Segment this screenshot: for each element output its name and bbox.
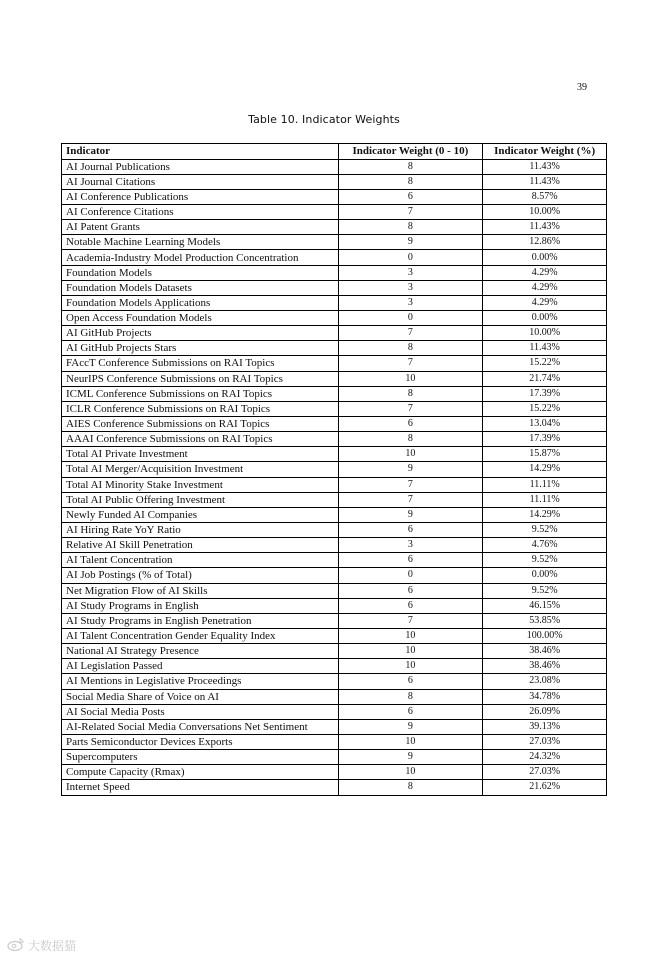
indicator-weight-cell: 10 [338,765,483,780]
table-row [62,553,607,568]
indicator-weight-cell: 6 [338,416,483,431]
indicator-percent-cell: 21.74% [483,371,607,386]
indicator-weight-cell: 7 [338,477,483,492]
indicator-name-cell: NeurIPS Conference Submissions on RAI Topics [62,371,339,386]
indicator-percent-cell: 38.46% [483,659,607,674]
indicator-percent-cell: 11.43% [483,341,607,356]
indicator-weight-cell: 7 [338,401,483,416]
table-row [62,689,607,704]
indicator-weight-cell: 0 [338,568,483,583]
indicator-percent-cell: 9.52% [483,522,607,537]
table-row [62,522,607,537]
table-row [62,492,607,507]
indicator-weight-cell: 7 [338,326,483,341]
indicator-percent-cell: 38.46% [483,644,607,659]
indicator-weight-cell: 10 [338,644,483,659]
indicator-percent-cell: 10.00% [483,205,607,220]
indicator-name-cell: Total AI Private Investment [62,447,339,462]
indicator-weight-cell: 10 [338,447,483,462]
indicator-percent-cell: 9.52% [483,583,607,598]
indicator-name-cell: Newly Funded AI Companies [62,507,339,522]
header-indicator: Indicator [62,144,339,160]
table-row [62,719,607,734]
indicator-name-cell: AI-Related Social Media Conversations Net Sentiment [62,719,339,734]
table-row [62,583,607,598]
indicator-name-cell: AI Study Programs in English Penetration [62,613,339,628]
indicator-name-cell: Net Migration Flow of AI Skills [62,583,339,598]
indicator-percent-cell: 0.00% [483,568,607,583]
indicator-name-cell: AI Talent Concentration [62,553,339,568]
indicator-percent-cell: 4.76% [483,538,607,553]
indicator-weight-cell: 7 [338,205,483,220]
indicator-name-cell: Open Access Foundation Models [62,311,339,326]
indicator-name-cell: AI Journal Citations [62,174,339,189]
indicator-name-cell: Compute Capacity (Rmax) [62,765,339,780]
indicator-name-cell: AI Hiring Rate YoY Ratio [62,522,339,537]
indicator-weight-cell: 6 [338,674,483,689]
table-row [62,174,607,189]
indicator-weight-cell: 6 [338,704,483,719]
table-row [62,159,607,174]
indicator-weight-cell: 8 [338,159,483,174]
indicator-weight-cell: 10 [338,734,483,749]
table-row [62,401,607,416]
indicator-weight-cell: 3 [338,538,483,553]
table-row [62,386,607,401]
indicator-percent-cell: 15.87% [483,447,607,462]
indicator-weight-cell: 0 [338,250,483,265]
table-row [62,644,607,659]
header-weight-0-10: Indicator Weight (0 - 10) [338,144,483,160]
indicator-percent-cell: 14.29% [483,462,607,477]
indicator-weight-cell: 6 [338,598,483,613]
indicator-name-cell: AI GitHub Projects Stars [62,341,339,356]
indicator-name-cell: Total AI Merger/Acquisition Investment [62,462,339,477]
indicator-weight-cell: 9 [338,750,483,765]
indicator-weight-cell: 7 [338,613,483,628]
indicator-weights-table [61,143,607,796]
table-row [62,295,607,310]
table-row [62,280,607,295]
table-row [62,189,607,204]
indicator-percent-cell: 53.85% [483,613,607,628]
indicator-weight-cell: 6 [338,522,483,537]
indicator-name-cell: ICLR Conference Submissions on RAI Topics [62,401,339,416]
indicator-name-cell: Parts Semiconductor Devices Exports [62,734,339,749]
indicator-weight-cell: 3 [338,280,483,295]
indicator-percent-cell: 14.29% [483,507,607,522]
table-row [62,674,607,689]
indicator-name-cell: AI Job Postings (% of Total) [62,568,339,583]
indicator-weight-cell: 10 [338,659,483,674]
table-row [62,765,607,780]
indicator-percent-cell: 23.08% [483,674,607,689]
watermark [7,937,76,954]
header-weight-percent: Indicator Weight (%) [483,144,607,160]
indicator-weight-cell: 8 [338,432,483,447]
table-row [62,205,607,220]
indicator-percent-cell: 15.22% [483,356,607,371]
indicator-name-cell: Foundation Models [62,265,339,280]
table-row [62,704,607,719]
table-row [62,265,607,280]
indicator-percent-cell: 9.52% [483,553,607,568]
indicator-percent-cell: 8.57% [483,189,607,204]
indicator-name-cell: AI Social Media Posts [62,704,339,719]
indicator-percent-cell: 17.39% [483,386,607,401]
table-row [62,568,607,583]
indicator-percent-cell: 11.11% [483,477,607,492]
indicator-percent-cell: 27.03% [483,734,607,749]
indicator-weight-cell: 8 [338,689,483,704]
table-row [62,507,607,522]
indicator-weight-cell: 7 [338,492,483,507]
indicator-percent-cell: 46.15% [483,598,607,613]
indicator-name-cell: Notable Machine Learning Models [62,235,339,250]
indicator-weight-cell: 8 [338,780,483,795]
table-row [62,371,607,386]
indicator-percent-cell: 27.03% [483,765,607,780]
indicator-name-cell: AI GitHub Projects [62,326,339,341]
indicator-percent-cell: 13.04% [483,416,607,431]
indicator-weight-cell: 8 [338,174,483,189]
table-row [62,432,607,447]
indicator-weight-cell: 0 [338,311,483,326]
indicator-percent-cell: 34.78% [483,689,607,704]
indicator-percent-cell: 12.86% [483,235,607,250]
table-caption: Table 10. Indicator Weights [248,113,400,126]
indicator-name-cell: AI Conference Publications [62,189,339,204]
indicator-percent-cell: 39.13% [483,719,607,734]
indicator-name-cell: Internet Speed [62,780,339,795]
indicator-weight-cell: 8 [338,386,483,401]
indicator-name-cell: AI Patent Grants [62,220,339,235]
watermark-text: 大数据猫 [28,939,77,953]
indicator-percent-cell: 0.00% [483,250,607,265]
table-row [62,326,607,341]
indicator-weight-cell: 10 [338,371,483,386]
indicator-weight-cell: 9 [338,507,483,522]
weibo-logo-icon [7,937,25,954]
indicator-name-cell: AI Conference Citations [62,205,339,220]
table-row [62,780,607,795]
table-row [62,750,607,765]
table-row [62,477,607,492]
table-row [62,311,607,326]
indicator-weight-cell: 7 [338,356,483,371]
table-header-row [62,144,607,160]
indicator-name-cell: Total AI Public Offering Investment [62,492,339,507]
indicator-name-cell: AI Legislation Passed [62,659,339,674]
indicator-weight-cell: 8 [338,341,483,356]
indicator-name-cell: AI Study Programs in English [62,598,339,613]
indicator-name-cell: Total AI Minority Stake Investment [62,477,339,492]
indicator-weight-cell: 9 [338,462,483,477]
table-row [62,341,607,356]
table-row [62,356,607,371]
table-row [62,613,607,628]
indicator-percent-cell: 0.00% [483,311,607,326]
indicator-name-cell: AI Talent Concentration Gender Equality Index [62,628,339,643]
indicator-weight-cell: 9 [338,235,483,250]
indicator-name-cell: Relative AI Skill Penetration [62,538,339,553]
indicator-name-cell: AI Journal Publications [62,159,339,174]
indicator-percent-cell: 11.43% [483,159,607,174]
indicator-percent-cell: 10.00% [483,326,607,341]
table-row [62,447,607,462]
table-row [62,538,607,553]
indicator-weight-cell: 6 [338,553,483,568]
table-row [62,462,607,477]
table-row [62,598,607,613]
indicator-percent-cell: 21.62% [483,780,607,795]
indicator-name-cell: FAccT Conference Submissions on RAI Topics [62,356,339,371]
indicator-percent-cell: 11.43% [483,220,607,235]
indicator-weight-cell: 6 [338,189,483,204]
indicator-name-cell: Academia-Industry Model Production Concentration [62,250,339,265]
indicator-weight-cell: 8 [338,220,483,235]
table-row [62,220,607,235]
table-row [62,416,607,431]
indicator-percent-cell: 11.11% [483,492,607,507]
page-number: 39 [577,82,587,93]
indicator-name-cell: AIES Conference Submissions on RAI Topics [62,416,339,431]
table-row [62,628,607,643]
table-row [62,250,607,265]
table-row [62,734,607,749]
indicator-name-cell: AI Mentions in Legislative Proceedings [62,674,339,689]
table-row [62,235,607,250]
indicator-weight-cell: 10 [338,628,483,643]
indicator-name-cell: National AI Strategy Presence [62,644,339,659]
indicator-percent-cell: 4.29% [483,295,607,310]
indicator-name-cell: ICML Conference Submissions on RAI Topics [62,386,339,401]
table-row [62,659,607,674]
indicator-percent-cell: 4.29% [483,280,607,295]
indicator-weight-cell: 3 [338,265,483,280]
indicator-name-cell: Social Media Share of Voice on AI [62,689,339,704]
indicator-percent-cell: 17.39% [483,432,607,447]
indicator-weight-cell: 3 [338,295,483,310]
indicator-percent-cell: 100.00% [483,628,607,643]
indicator-weight-cell: 6 [338,583,483,598]
indicator-name-cell: AAAI Conference Submissions on RAI Topics [62,432,339,447]
indicator-name-cell: Foundation Models Datasets [62,280,339,295]
indicator-percent-cell: 24.32% [483,750,607,765]
indicator-name-cell: Foundation Models Applications [62,295,339,310]
indicator-percent-cell: 11.43% [483,174,607,189]
indicator-percent-cell: 15.22% [483,401,607,416]
indicator-name-cell: Supercomputers [62,750,339,765]
indicator-weight-cell: 9 [338,719,483,734]
indicator-percent-cell: 4.29% [483,265,607,280]
indicator-percent-cell: 26.09% [483,704,607,719]
